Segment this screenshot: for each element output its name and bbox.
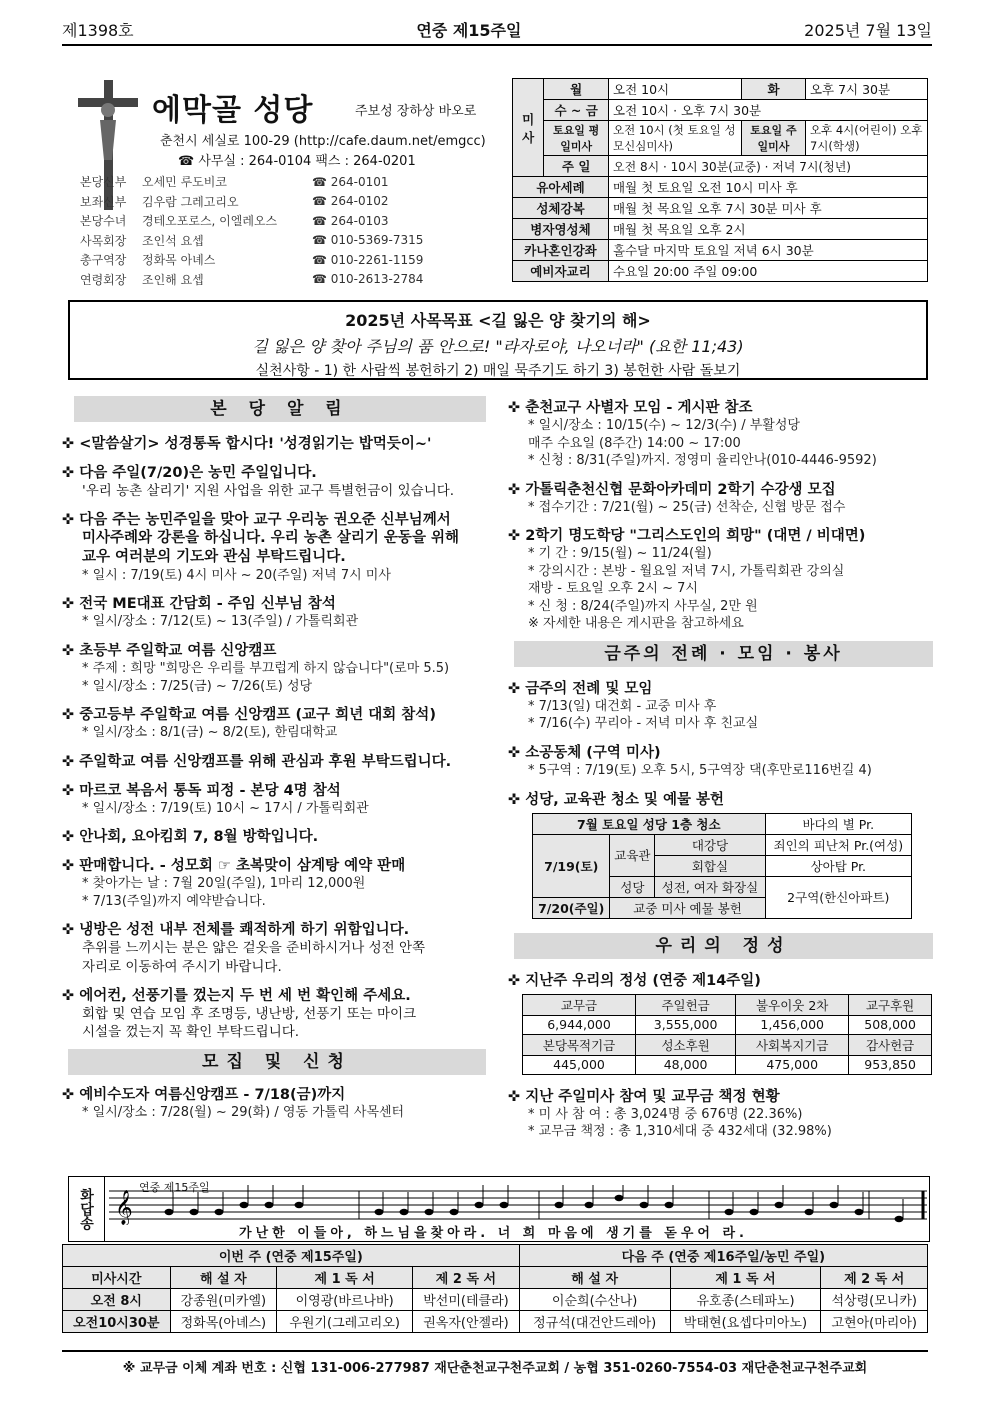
readers-col-head: 해 설 자 xyxy=(170,1267,277,1289)
staff-row xyxy=(80,211,500,231)
notice-heading: ✜ 전국 ME대표 간담회 - 주임 신부님 참석 xyxy=(62,592,498,613)
offering-value: 953,850 xyxy=(849,1055,932,1074)
rites-section-bar: 금주의 전례 · 모임 · 봉사 xyxy=(514,641,933,667)
readers-col-head: 제 2 독 서 xyxy=(821,1267,928,1289)
announcement-detail: * 일시/장소 : 10/15(수) ~ 12/3(수) / 부활성당 xyxy=(528,418,800,433)
announcement-item xyxy=(508,524,933,633)
mass-info-label: 병자영성체 xyxy=(513,219,609,240)
reader-name: 유호종(스테파노) xyxy=(670,1289,821,1311)
notice-detail: '우리 농촌 살리기' 지원 사업을 위한 교구 특별헌금이 있습니다. xyxy=(82,483,455,499)
notice-detail: 시설을 껐는지 꼭 확인 부탁드립니다. xyxy=(82,1023,300,1040)
notice-item xyxy=(62,461,498,500)
notice-heading: ✜ 에어컨, 선풍기를 껐는지 두 번 세 번 확인해 주세요. xyxy=(62,984,498,1005)
music-note xyxy=(400,1209,409,1215)
patron-saint: 주보성 장하상 바오로 xyxy=(355,104,477,119)
staff-name: 김우람 그레고리오 xyxy=(142,194,239,209)
music-note xyxy=(895,1216,904,1222)
announcement-heading: ✜ 가톨릭춘천신협 문화아카데미 2학기 수강생 모집 xyxy=(508,478,933,499)
music-note xyxy=(555,1202,564,1208)
offering-head: 사회복지기금 xyxy=(736,1034,849,1055)
rites-item xyxy=(508,677,933,733)
staff-row xyxy=(80,192,500,212)
goal-verse: 길 잃은 양 찾아 주님의 품 안으로! "라자로야, 나오너라" (요한 11;43) xyxy=(252,337,744,356)
staff-name: 조인석 요셉 xyxy=(142,233,204,248)
notice-heading: ✜ 다음 주는 농민주일을 맞아 교구 우리농 권오준 신부님께서 xyxy=(62,508,498,529)
mass-info-value: 수요일 20:00 주일 09:00 xyxy=(609,261,928,282)
staff-name: 조인해 요셉 xyxy=(142,272,204,287)
reader-name: 박선미(테클라) xyxy=(413,1289,520,1311)
announcement-item xyxy=(508,478,933,517)
notice-heading: ✜ 마르코 복음서 통독 피정 - 본당 4명 참석 xyxy=(62,779,498,800)
music-note xyxy=(665,1202,674,1208)
notice-item xyxy=(62,432,498,453)
goal-title: 2025년 사목목표 <길 잃은 양 찾기의 해> xyxy=(345,311,651,330)
mass-info-row xyxy=(513,261,928,282)
staff-phone: ☎ 264-0103 xyxy=(312,213,389,228)
music-note xyxy=(500,1202,509,1208)
announcement-heading: ✜ 춘천교구 사별자 모임 - 게시판 참조 xyxy=(508,396,933,417)
mass-time: 오전 8시 xyxy=(63,1289,171,1311)
notice-item xyxy=(62,854,498,910)
notice-heading-cont: 미사주례와 강론을 하십니다. 우리 농촌 살리기 운동을 위해 xyxy=(82,530,460,547)
offering-head: 주일헌금 xyxy=(636,994,736,1015)
attendance-item: ✜ 지난 주일미사 참여 및 교무금 책정 현황 * 미 사 참 여 : 총 3,024명 중 676명 (22.36%) * 교무금 책정 : 총 1,310세대 중 432세대 (32.98%) xyxy=(508,1085,933,1141)
notice-item xyxy=(62,508,498,584)
reader-name: 정화목(아녜스) xyxy=(170,1311,277,1333)
mass-info-value: 매월 첫 목요일 오후 2시 xyxy=(609,219,928,240)
reader-name: 우원기(그레고리오) xyxy=(277,1311,413,1333)
notice-detail: * 일시/장소 : 7/12(토) ~ 13(주일) / 가톨릭회관 xyxy=(82,614,359,630)
notice-list xyxy=(62,432,498,1041)
music-note xyxy=(750,1209,759,1215)
notice-heading: ✜ 중고등부 주일학교 여름 신앙캠프 (교구 희년 대회 참석) xyxy=(62,703,498,724)
offering-value: 445,000 xyxy=(523,1055,636,1074)
music-lyrics: 가난한 이들아, 하느님을찾아라. 너 희 마음에 생기를 돋우어 라. xyxy=(239,1226,748,1241)
announcement-detail: 매주 수요일 (8주간) 14:00 ~ 17:00 xyxy=(528,435,741,451)
music-note xyxy=(190,1209,199,1215)
notice-item xyxy=(62,984,498,1041)
staff-name: 오세민 루도비코 xyxy=(142,175,227,190)
readers-row xyxy=(63,1311,928,1333)
recruit-detail: * 일시/장소 : 7/28(월) ~ 29(화) / 영동 가톨릭 사목센터 xyxy=(82,1105,405,1121)
staff-phone: ☎ 264-0101 xyxy=(312,174,389,189)
readers-col-head: 제 1 독 서 xyxy=(277,1267,413,1289)
notice-heading-cont: 교우 여러분의 기도와 관심 부탁드립니다. xyxy=(82,549,346,566)
offering-head: 성소후원 xyxy=(636,1034,736,1055)
issue-number: 제1398호 xyxy=(62,21,134,40)
notice-item xyxy=(62,703,498,742)
notice-item xyxy=(62,918,498,975)
offering-head: 불우이웃 2차 xyxy=(736,994,849,1015)
readers-col-head: 미사시간 xyxy=(63,1267,171,1289)
notice-detail: * 찾아가는 날 : 7월 20일(주일), 1마리 12,000원 xyxy=(82,876,366,892)
issue-header xyxy=(62,18,932,46)
offering-value: 48,000 xyxy=(636,1055,736,1074)
staff-role: 본당수녀 xyxy=(80,214,127,229)
announcement-detail: * 신 청 : 8/24(주일)까지 사무실, 2만 원 xyxy=(528,598,758,614)
staff-row xyxy=(80,231,500,251)
notice-detail: * 일시 : 7/19(토) 4시 미사 ~ 20(주일) 저녁 7시 미사 xyxy=(82,567,391,583)
left-column xyxy=(62,396,498,1130)
this-week-header: 이번 주 (연중 제15주일) xyxy=(63,1245,520,1267)
notice-heading: ✜ 판매합니다. - 성모회 ☞ 초복맞이 삼계탕 예약 판매 xyxy=(62,854,498,875)
office-phone: ☎ 사무실 : 264-0104 팩스 : 264-0201 xyxy=(178,154,416,169)
mass-info-row xyxy=(513,240,928,261)
music-note xyxy=(240,1202,249,1208)
notice-detail: * 일시/장소 : 7/19(토) 10시 ~ 17시 / 가톨릭회관 xyxy=(82,800,369,816)
liturgical-week: 연중 제15주일 xyxy=(416,21,522,40)
music-note xyxy=(475,1202,484,1208)
staff-role: 본당신부 xyxy=(80,175,127,190)
staff-role: 보좌신부 xyxy=(80,194,127,209)
staff-phone: ☎ 010-2613-2784 xyxy=(312,272,424,287)
notice-detail: 자리로 이동하여 주시기 바랍니다. xyxy=(82,958,282,975)
readers-col-head: 제 2 독 서 xyxy=(413,1267,520,1289)
offering-table xyxy=(522,994,932,1075)
staff-phone: ☎ 010-5369-7315 xyxy=(312,233,424,248)
notice-heading: ✜ 초등부 주일학교 여름 신앙캠프 xyxy=(62,639,498,660)
music-title: 연중 제15주일 xyxy=(139,1181,210,1194)
psalm-label: 화답송 xyxy=(69,1177,105,1241)
recruit-list xyxy=(62,1083,498,1122)
staff-list xyxy=(80,172,500,289)
music-note xyxy=(640,1202,649,1208)
rites-heading: ✜ 금주의 전례 및 모임 xyxy=(508,677,933,698)
notice-heading: ✜ 냉방은 성전 내부 전체를 쾌적하게 하기 위함입니다. xyxy=(62,918,498,939)
offering-value: 6,944,000 xyxy=(523,1015,636,1034)
reader-name: 정규석(대건안드레아) xyxy=(519,1311,670,1333)
reader-name: 강종원(미카엘) xyxy=(170,1289,277,1311)
reader-name: 고현아(마리아) xyxy=(821,1311,928,1333)
offering-item: ✜ 지난주 우리의 정성 (연중 제14주일) xyxy=(508,969,933,990)
reader-name: 이영광(바르나바) xyxy=(277,1289,413,1311)
music-note xyxy=(855,1209,864,1215)
treble-clef-icon: 𝄞 xyxy=(115,1190,133,1225)
offering-head: 교구후원 xyxy=(849,994,932,1015)
offering-value: 1,456,000 xyxy=(736,1015,849,1034)
mass-info-value: 홀수달 마지막 토요일 저녁 6시 30분 xyxy=(609,240,928,261)
mass-info-value: 매월 첫 목요일 오후 7시 30분 미사 후 xyxy=(609,198,928,219)
mass-info-label: 예비자교리 xyxy=(513,261,609,282)
issue-date: 2025년 7월 13일 xyxy=(804,21,932,40)
offering-head: 본당목적기금 xyxy=(523,1034,636,1055)
offering-head: 감사헌금 xyxy=(849,1034,932,1055)
mass-schedule-table: 미사 월 오전 10시 화 오후 7시 30분 수 ~ 금 오전 10시 · 오후 7시 30분 토요일 평일미사 오전 10시 (첫 토요일 성모신심미사) 토요일 주일미사 오후 4시(어린이) 오후 7시(학생) 주 일 오전 8시 · 10시 30분(교중) · 저녁 7시(청년) 유아세례 매월 첫 토요일 오전 10시 미사 후 성체강복 매월 첫 목요일 오후 7시 30분 미사 후 병자영성체 매월 첫 목요일 오후 2시 카나혼인강좌 홀수달 마지막 토요일 저녁 6시 30분 예비자교리 수요일 20:00 주일 09:00 xyxy=(512,78,928,282)
notice-item xyxy=(62,592,498,631)
mass-info-row xyxy=(513,177,928,198)
church-name: 에막골 성당 xyxy=(152,93,314,128)
readers-col-head: 해 설 자 xyxy=(519,1267,670,1289)
staff-name: 정화목 아녜스 xyxy=(142,253,216,268)
music-note xyxy=(725,1209,734,1215)
staff-row xyxy=(80,270,500,290)
mass-time: 오전10시30분 xyxy=(63,1311,171,1333)
offering-section-bar: 우리의 정성 xyxy=(514,933,933,959)
pastoral-goal-box xyxy=(68,300,928,380)
notice-detail: * 주제 : 희망 "희망은 우리를 부끄럽게 하지 않습니다"(로마 5.5) xyxy=(82,661,450,676)
mass-info-row xyxy=(513,219,928,240)
rites-detail: * 5구역 : 7/19(토) 오후 5시, 5구역장 댁(후만로116번길 4) xyxy=(528,763,872,779)
announcement-detail: ※ 자세한 내용은 게시판을 참고하세요 xyxy=(528,616,744,632)
notice-detail: 추위를 느끼시는 분은 얇은 겉옷을 준비하시거나 성전 안쪽 xyxy=(82,940,426,957)
music-note xyxy=(295,1202,304,1208)
offering-value: 475,000 xyxy=(736,1055,849,1074)
notice-item xyxy=(62,825,498,846)
notice-section-bar: 본 당 알 림 xyxy=(74,396,486,422)
offering-value: 508,000 xyxy=(849,1015,932,1034)
account-footer: ※ 교무금 이체 계좌 번호 : 신협 131-006-277987 재단춘천교구천주교회 / 농협 351-0260-7554-03 재단춘천교구천주교회 xyxy=(62,1350,928,1376)
music-note xyxy=(830,1202,839,1208)
rites-list xyxy=(508,677,933,809)
announcement-detail: * 접수기간 : 7/21(월) ~ 25(금) 선착순, 신협 방문 접수 xyxy=(528,499,846,515)
mass-info-label: 성체강복 xyxy=(513,198,609,219)
rites-item xyxy=(508,741,933,780)
notice-heading: ✜ 안나회, 요아킴회 7, 8월 방학입니다. xyxy=(62,825,498,846)
notice-heading: ✜ 주일학교 여름 신앙캠프를 위해 관심과 후원 부탁드립니다. xyxy=(62,750,498,771)
music-note xyxy=(805,1209,814,1215)
notice-item xyxy=(62,639,498,695)
notice-heading: ✜ <말씀살기> 성경통독 합시다! '성경읽기는 밥먹듯이~' xyxy=(62,432,498,453)
rites-detail: * 7/16(수) 꾸리아 - 저녁 미사 후 친교실 xyxy=(528,716,759,732)
mass-info-label: 카나혼인강좌 xyxy=(513,240,609,261)
music-note xyxy=(425,1209,434,1215)
announcement-detail: * 강의시간 : 본방 - 월요일 저녁 7시, 가톨릭회관 강의실 xyxy=(528,563,845,579)
reader-name: 권옥자(안젤라) xyxy=(413,1311,520,1333)
recruit-item xyxy=(62,1083,498,1122)
staff-role: 사목회장 xyxy=(80,233,127,248)
music-note xyxy=(775,1202,784,1208)
staff-phone: ☎ 264-0102 xyxy=(312,194,389,209)
staff-phone: ☎ 010-2261-1159 xyxy=(312,252,424,267)
staff-row xyxy=(80,172,500,192)
announcement-detail: * 기 간 : 9/15(월) ~ 11/24(월) xyxy=(528,546,712,562)
psalm-music-box xyxy=(68,1176,930,1242)
music-note xyxy=(450,1209,459,1215)
notice-heading: ✜ 다음 주일(7/20)은 농민 주일입니다. xyxy=(62,461,498,482)
announcement-heading: ✜ 2학기 명도학당 "그리스도인의 희망" (대면 / 비대면) xyxy=(508,524,933,545)
offering-value: 3,555,000 xyxy=(636,1015,736,1034)
music-note xyxy=(375,1209,384,1215)
right-column xyxy=(508,396,933,1149)
notice-detail: * 일시/장소 : 7/25(금) ~ 7/26(토) 성당 xyxy=(82,678,313,694)
next-week-header: 다음 주 (연중 제16주일/농민 주일) xyxy=(519,1245,927,1267)
reader-name: 이순희(수산나) xyxy=(519,1289,670,1311)
notice-detail: * 7/13(주일)까지 예약받습니다. xyxy=(82,893,266,909)
reader-name: 박태현(요셉다미아노) xyxy=(670,1311,821,1333)
goal-practice: 실천사항 - 1) 한 사람씩 봉헌하기 2) 매일 묵주기도 하기 3) 봉헌한 사람 돌보기 xyxy=(255,363,741,379)
rites-item xyxy=(508,788,933,809)
readers-table xyxy=(62,1244,928,1333)
mass-info-row xyxy=(513,198,928,219)
offering-head: 교무금 xyxy=(523,994,636,1015)
reader-name: 석상령(모니카) xyxy=(821,1289,928,1311)
staff-role: 연령회장 xyxy=(80,272,127,287)
recruit-section-bar: 모집 및 신청 xyxy=(68,1049,486,1075)
music-note xyxy=(265,1202,274,1208)
music-note xyxy=(585,1202,594,1208)
music-note xyxy=(165,1209,174,1215)
music-staff xyxy=(109,1185,927,1225)
notice-item xyxy=(62,779,498,818)
music-note xyxy=(615,1195,624,1201)
mass-info-value: 매월 첫 토요일 오전 10시 미사 후 xyxy=(609,177,928,198)
staff-role: 총구역장 xyxy=(80,253,127,268)
address: 춘천시 세실로 100-29 (http://cafe.daum.net/emgcc) xyxy=(160,134,486,149)
rites-detail: * 7/13(일) 대건회 - 교중 미사 후 xyxy=(528,698,717,714)
rites-heading: ✜ 소공동체 (구역 미사) xyxy=(508,741,933,762)
mass-info-label: 유아세례 xyxy=(513,177,609,198)
readers-col-head: 제 1 독 서 xyxy=(670,1267,821,1289)
announcement-item xyxy=(508,396,933,470)
music-note xyxy=(215,1209,224,1215)
announcement-detail: 재방 - 토요일 오후 2시 ~ 7시 xyxy=(528,581,698,597)
cleaning-table: 7월 토요일 성당 1층 청소 바다의 별 Pr. 7/19(토) 교육관 대강당 죄인의 피난처 Pr.(여성) 회합실 상아탑 Pr. 성당 성전, 여자 화장실 2구역(한신아파트) 7/20(주일) 교중 미사 예물 봉헌 xyxy=(532,813,912,919)
notice-detail: 회합 및 연습 모임 후 조명등, 냉난방, 선풍기 또는 마이크 xyxy=(82,1005,417,1022)
notice-detail: * 일시/장소 : 8/1(금) ~ 8/2(토), 한림대학교 xyxy=(82,725,338,741)
staff-name: 경테오포로스, 이엘레오스 xyxy=(142,214,278,229)
mass-label: 미사 xyxy=(513,79,544,177)
announcement-detail: * 신청 : 8/31(주일)까지. 정영미 율리안나(010-4446-9592) xyxy=(528,453,877,469)
rites-heading: ✜ 성당, 교육관 청소 및 예물 봉헌 xyxy=(508,788,933,809)
recruit-heading: ✜ 예비수도자 여름신앙캠프 - 7/18(금)까지 xyxy=(62,1083,498,1104)
announcement-list xyxy=(508,396,933,633)
notice-item xyxy=(62,750,498,771)
staff-row xyxy=(80,250,500,270)
readers-row xyxy=(63,1289,928,1311)
